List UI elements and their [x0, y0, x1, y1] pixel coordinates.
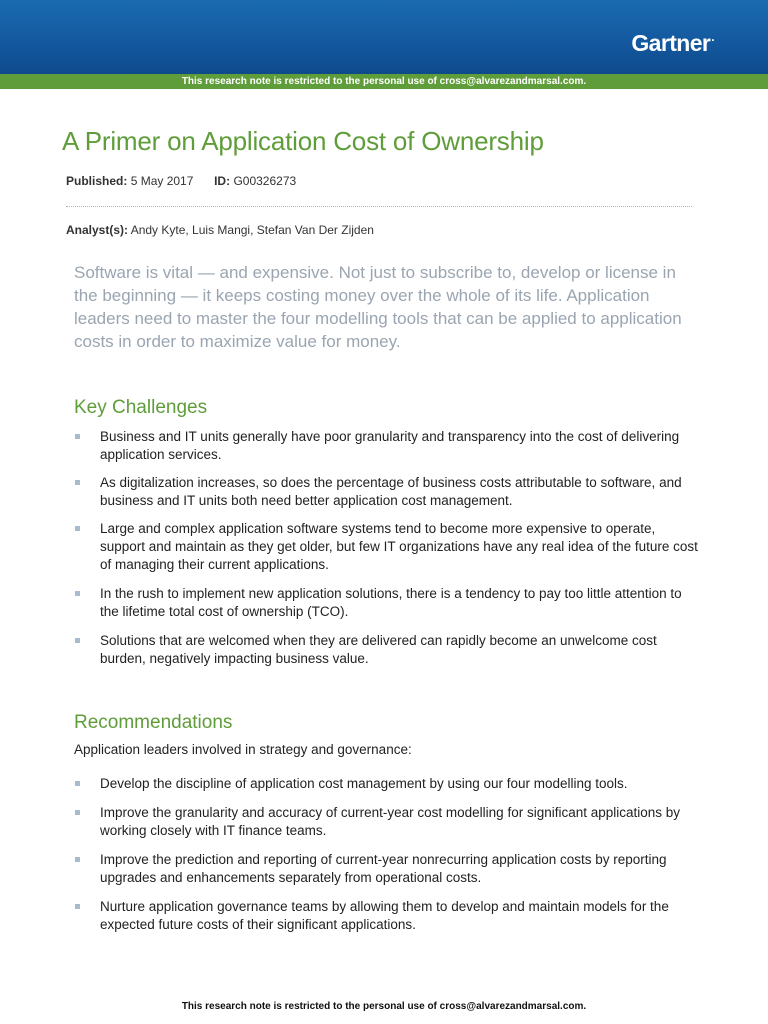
list-item	[74, 585, 704, 621]
square-bullet-icon	[75, 638, 80, 643]
logo-text: Gartner	[631, 30, 711, 56]
square-bullet-icon	[75, 480, 80, 485]
recommendations-heading: Recommendations	[74, 712, 233, 733]
analysts-line	[66, 223, 374, 237]
key-challenges-list	[74, 428, 704, 668]
list-item	[74, 804, 704, 840]
meta-divider	[66, 206, 692, 207]
list-item	[74, 520, 704, 574]
square-bullet-icon	[75, 810, 80, 815]
document-id: G00326273	[233, 174, 297, 188]
list-item-text: Improve the prediction and reporting of current-year nonrecurring application costs by reporting upgrades and enhancements separately from operational costs.	[100, 852, 667, 885]
header-banner	[0, 0, 768, 74]
list-item	[74, 775, 704, 793]
list-item	[74, 428, 704, 464]
recommendations-intro: Application leaders involved in strategy and governance:	[74, 742, 412, 757]
logo-dot: .	[711, 30, 714, 44]
list-item-text: Solutions that are welcomed when they are delivered can rapidly become an unwelcome cost burden, negatively impacting business value.	[100, 633, 657, 666]
analysts-names: Andy Kyte, Luis Mangi, Stefan Van Der Zijden	[130, 223, 374, 237]
published-label: Published:	[66, 174, 128, 188]
publication-meta	[66, 174, 296, 188]
list-item	[74, 898, 704, 934]
square-bullet-icon	[75, 904, 80, 909]
id-label: ID:	[214, 174, 231, 188]
list-item	[74, 632, 704, 668]
list-item	[74, 474, 704, 510]
published-date: 5 May 2017	[130, 174, 194, 188]
document-title: A Primer on Application Cost of Ownership	[62, 126, 544, 156]
list-item-text: Improve the granularity and accuracy of current-year cost modelling for significant applications by working closely with IT finance teams.	[100, 805, 681, 838]
list-item	[74, 851, 704, 887]
list-item-text: In the rush to implement new application solutions, there is a tendency to pay too little attention to the lifetime total cost of ownership (TCO).	[100, 586, 682, 619]
analysts-label: Analyst(s):	[66, 223, 129, 237]
restriction-bar: This research note is restricted to the personal use of cross@alvarezandmarsal.com.	[0, 74, 768, 89]
list-item-text: Nurture application governance teams by allowing them to develop and maintain models for the expected future costs of their significant applications.	[100, 899, 669, 932]
square-bullet-icon	[75, 591, 80, 596]
list-item-text: Large and complex application software systems tend to become more expensive to operate, support and maintain as they get older, but few IT organizations have any real idea of the future cost of managing their current applications.	[100, 521, 698, 572]
footer-restriction: This research note is restricted to the personal use of cross@alvarezandmarsal.com.	[181, 1001, 587, 1012]
list-item-text: As digitalization increases, so does the percentage of business costs attributable to software, and business and IT units both need better application cost management.	[100, 475, 682, 508]
square-bullet-icon	[75, 781, 80, 786]
key-challenges-heading: Key Challenges	[74, 397, 208, 418]
list-item-text: Business and IT units generally have poor granularity and transparency into the cost of delivering application services.	[100, 429, 680, 462]
recommendations-list	[74, 775, 704, 934]
gartner-logo	[631, 30, 714, 57]
square-bullet-icon	[75, 434, 80, 439]
square-bullet-icon	[75, 857, 80, 862]
list-item-text: Develop the discipline of application cost management by using our four modelling tools.	[100, 776, 628, 791]
square-bullet-icon	[75, 526, 80, 531]
summary-paragraph: Software is vital — and expensive. Not just to subscribe to, develop or license in the beginning — it keeps costing money over the whole of its life. Application leaders need to master the four modelling tools that can be applied to application costs in order to maximize value for money.	[74, 263, 682, 351]
